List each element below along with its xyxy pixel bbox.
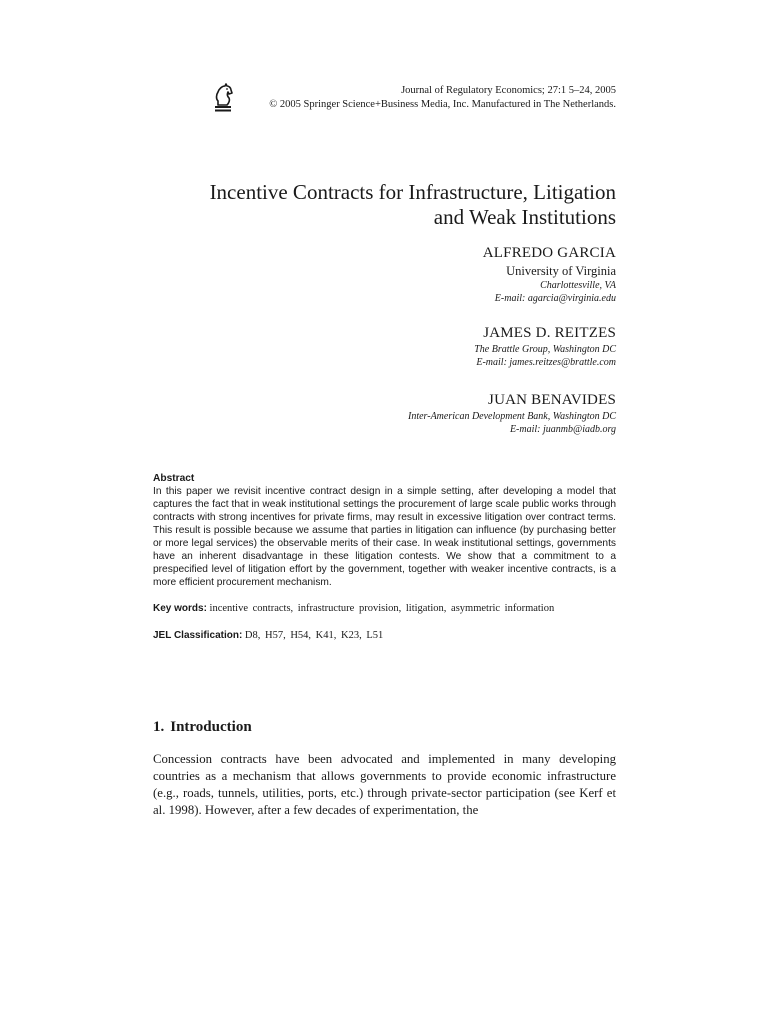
copyright-notice: © 2005 Springer Science+Business Media, Inc. Manufactured in The Netherlands.: [269, 99, 616, 110]
title-line-2: and Weak Institutions: [433, 205, 616, 229]
author-name: JUAN BENAVIDES: [488, 392, 616, 408]
jel-codes: D8, H57, H54, K41, K23, L51: [244, 630, 384, 641]
author-name: ALFREDO GARCIA: [482, 245, 616, 261]
section-heading: [153, 717, 252, 737]
author-affiliation: The Brattle Group, Washington DC: [474, 344, 616, 355]
author-email: E-mail: juanmb@iadb.org: [509, 424, 616, 435]
paper-title: [146, 180, 616, 230]
keywords-label: Key words:: [153, 603, 207, 614]
author-affiliation: Inter-American Development Bank, Washington DC: [408, 411, 616, 422]
author-affiliation: University of Virginia: [506, 264, 616, 278]
keywords: [153, 602, 616, 615]
author-email: E-mail: james.reitzes@brattle.com: [476, 357, 616, 368]
springer-horse-logo-icon: [212, 83, 236, 113]
section-title: Introduction: [170, 719, 252, 735]
publication-info: [269, 84, 616, 112]
journal-citation: Journal of Regulatory Economics; 27:1 5–24, 2005: [401, 85, 616, 96]
abstract-heading: Abstract: [153, 473, 195, 484]
abstract-text: In this paper we revisit incentive contract design in a simple setting, after developing a model that captures the fact that in weak institutional settings the procurement of large scale public works through contracts with strong incentives for private firms, may result in excessive litigation over contract terms. This result is possible because we assume that parties in litigation can influence (by purchasing better or more legal services) the observable merits of their case. In weak institutional settings, governments have an inherent disadvantage in these litigation contests. We show that a commitment to a prespecified level of litigation effort by the government, together with weaker incentive contracts, is a more efficient procurement mechanism.: [153, 486, 616, 588]
author-block: [483, 243, 616, 305]
author-email: E-mail: agarcia@virginia.edu: [494, 293, 616, 304]
introduction-paragraph: Concession contracts have been advocated and implemented in many developing countries as a mechanism that allows governments to provide economic infrastructure (e.g., roads, tunnels, utilities, ports, etc.) through private-sector participation (see Kerf et al. 1998). However, after a few decades of experimentation, the: [153, 752, 616, 817]
section-number: 1.: [153, 719, 165, 735]
abstract: [153, 472, 616, 589]
author-block: [408, 390, 616, 436]
keywords-text: incentive contracts, infrastructure provision, litigation, asymmetric information: [209, 603, 555, 614]
title-line-1: Incentive Contracts for Infrastructure, Litigation: [209, 180, 616, 204]
jel-classification: [153, 629, 616, 642]
jel-label: JEL Classification:: [153, 630, 243, 641]
author-block: [474, 323, 616, 369]
author-name: JAMES D. REITZES: [483, 325, 616, 341]
author-location: Charlottesville, VA: [540, 280, 616, 291]
